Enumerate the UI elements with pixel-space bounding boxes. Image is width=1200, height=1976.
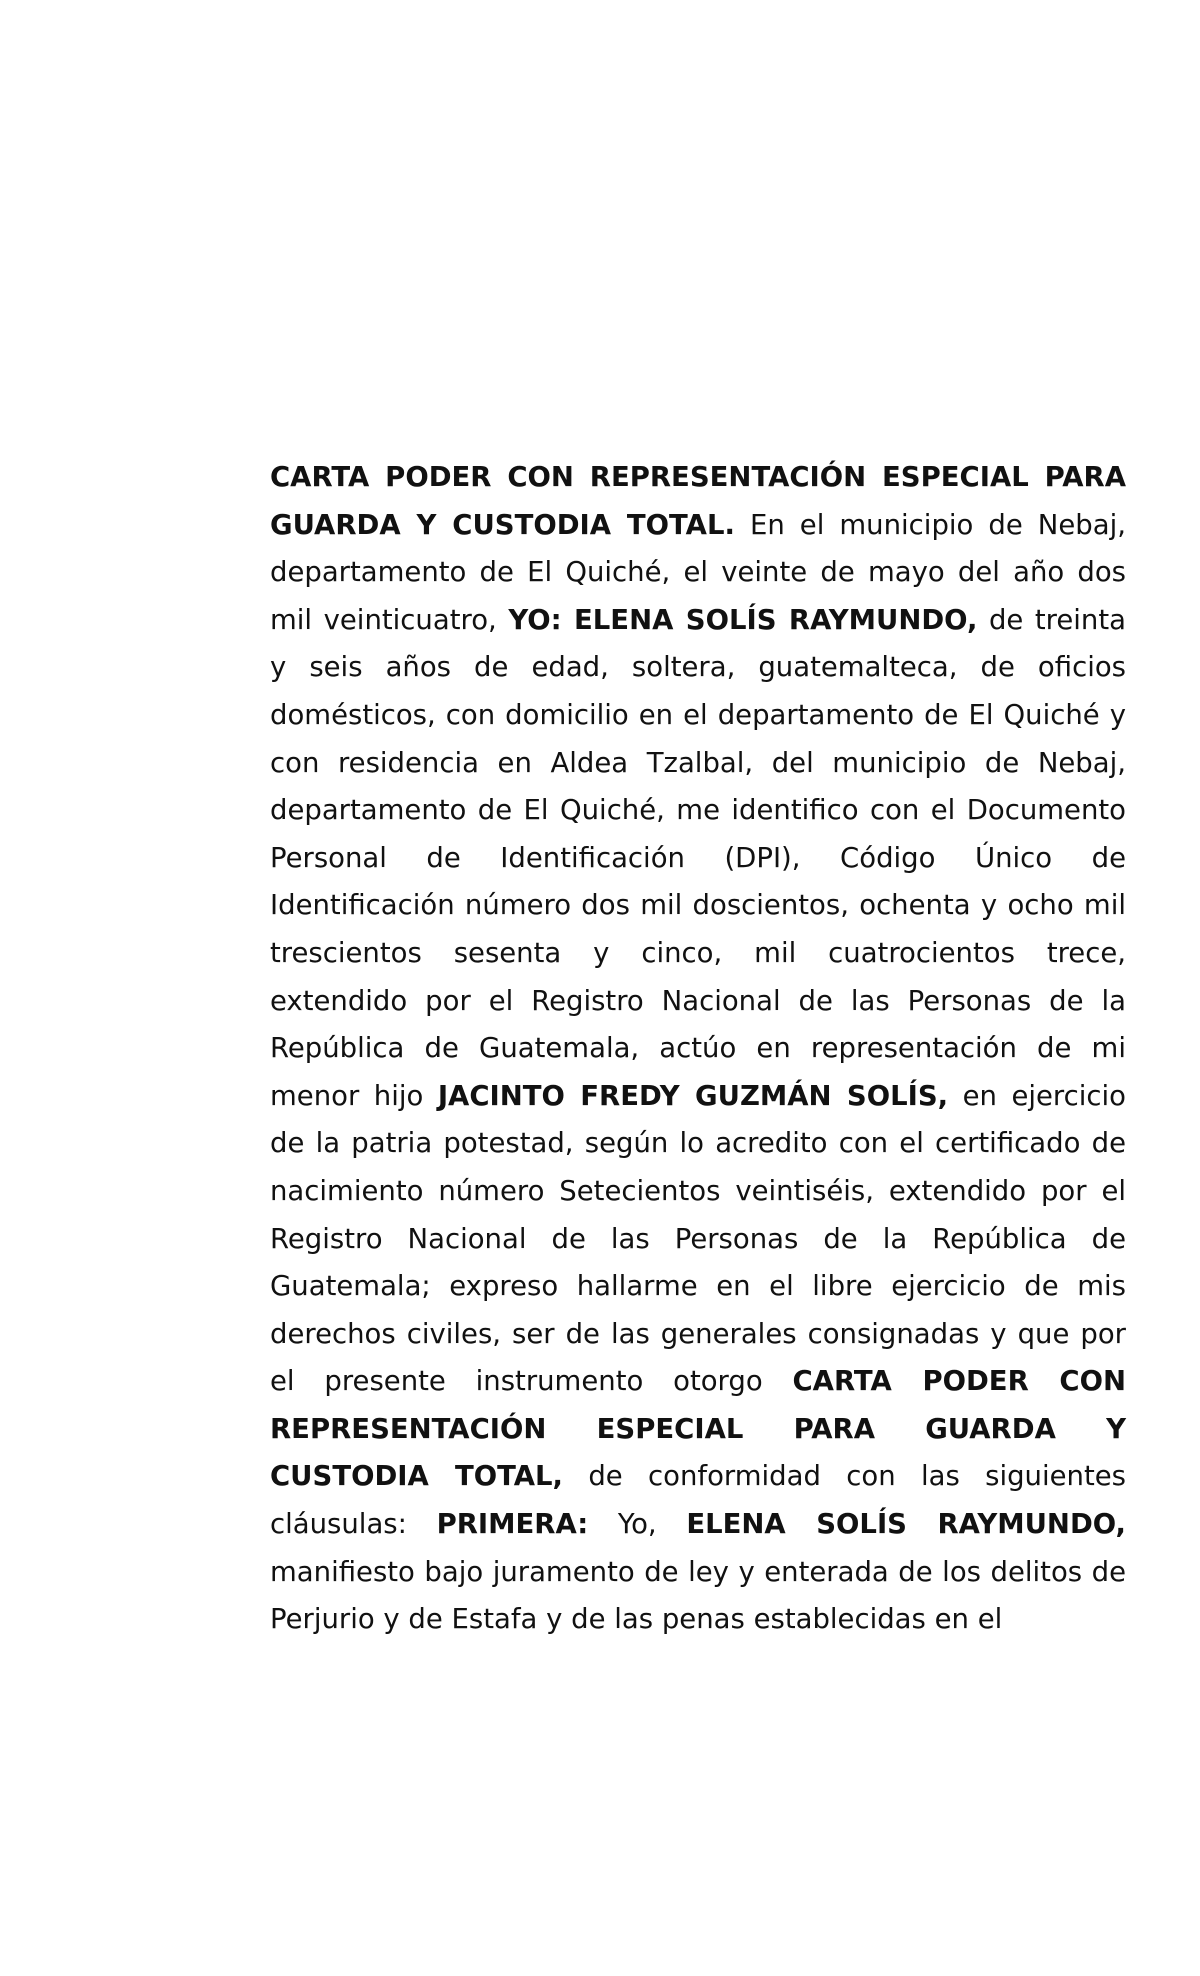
minor-name: JACINTO FREDY GUZMÁN SOLÍS, — [437, 1079, 949, 1112]
text-run: manifiesto bajo juramento de ley y enterada de los delitos de Perjurio y de Estafa y de las penas establecidas en el — [270, 1555, 1126, 1636]
text-run: Yo, — [588, 1508, 687, 1541]
text-run: de conformidad con las siguientes cláusulas: — [270, 1460, 1126, 1541]
text-run: en ejercicio de la patria potestad, según lo acredito con el certificado de nacimiento número Setecientos veintiséis, extendido por el Registro Nacional de las Personas de la República de Guatemala; expreso hallarme en el libre ejercicio de mis derechos civiles, ser de las generales consignadas y que por el presente instrumento otorgo — [270, 1079, 1126, 1398]
document-body — [270, 454, 1126, 1644]
document-title: CARTA PODER CON REPRESENTACIÓN ESPECIAL PARA GUARDA Y CUSTODIA TOTAL. — [270, 461, 1126, 541]
clause-first-label: PRIMERA: — [436, 1508, 589, 1541]
text-run: En el municipio de Nebaj, departamento de El Quiché, el veinte de mayo del año dos mil veinticuatro, — [270, 508, 1126, 636]
grantor-name-repeat: ELENA SOLÍS RAYMUNDO, — [686, 1508, 1126, 1541]
power-type: CARTA PODER CON REPRESENTACIÓN ESPECIAL PARA GUARDA Y CUSTODIA TOTAL, — [270, 1365, 1126, 1493]
grantor-name: YO: ELENA SOLÍS RAYMUNDO, — [508, 603, 978, 636]
text-run: de treinta y seis años de edad, soltera, guatemalteca, de oficios domésticos, con domicilio en el departamento de El Quiché y con residencia en Aldea Tzalbal, del municipio de Nebaj, departamento de El Quiché, me identifico con el Documento Personal de Identificación (DPI), Código Único de Identificación número dos mil doscientos, ochenta y ocho mil trescientos sesenta y cinco, mil cuatrocientos trece, extendido por el Registro Nacional de las Personas de la República de Guatemala, actúo en representación de mi menor hijo — [270, 603, 1126, 1112]
